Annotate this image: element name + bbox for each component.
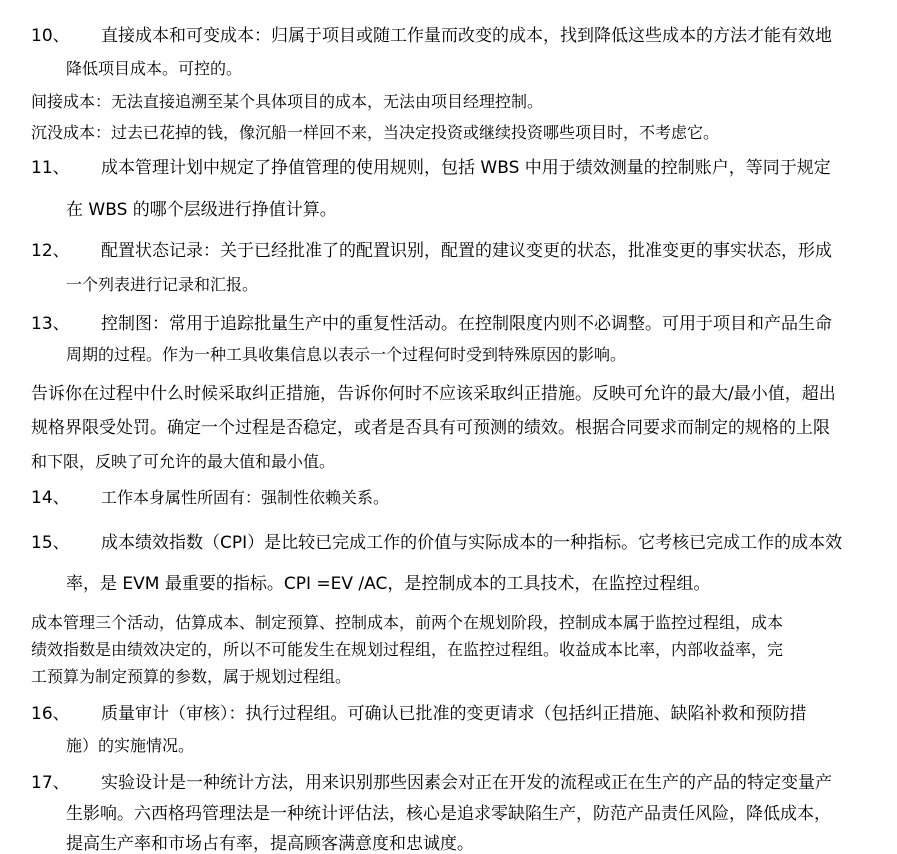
item-text-line: 一个列表进行记录和汇报。	[66, 275, 259, 294]
item-number: 14、	[31, 488, 70, 508]
note-line: 规格界限受处罚。确定一个过程是否稳定，或者是否具有可预测的绩效。根据合同要求而制定的规格的上限	[31, 418, 830, 438]
item-text-line: 控制图：常用于追踪批量生产中的重复性活动。在控制限度内则不必调整。可用于项目和产品生命	[101, 314, 832, 334]
item-text-line: 生影响。六西格玛管理法是一种统计评估法，核心是追求零缺陷生产，防范产品责任风险，降低成本，	[66, 804, 831, 824]
item-number: 10、	[31, 26, 70, 46]
item-text-line: 成本绩效指数（CPI）是比较已完成工作的价值与实际成本的一种指标。它考核已完成工作的成本效	[101, 533, 843, 553]
note-line: 绩效指数是由绩效决定的，所以不可能发生在规划过程组，在监控过程组。收益成本比率，内部收益率，完	[31, 640, 784, 659]
note-line: 工预算为制定预算的参数，属于规划过程组。	[31, 667, 352, 686]
item-number: 15、	[31, 533, 70, 553]
item-text-line: 周期的过程。作为一种工具收集信息以表示一个过程何时受到特殊原因的影响。	[66, 345, 627, 364]
note-line: 沉没成本：过去已花掉的钱，像沉船一样回不来，当决定投资或继续投资哪些项目时，不考虑它。	[31, 123, 720, 142]
note-line: 和下限，反映了可允许的最大值和最小值。	[31, 452, 336, 471]
item-text-line: 配置状态记录：关于已经批准了的配置识别，配置的建议变更的状态，批准变更的事实状态，形成	[101, 241, 832, 261]
item-number: 13、	[31, 314, 70, 334]
item-number: 12、	[31, 241, 70, 261]
note-line: 告诉你在过程中什么时候采取纠正措施，告诉你何时不应该采取纠正措施。反映可允许的最大/最小值，超出	[31, 384, 836, 404]
note-line: 成本管理三个活动，估算成本、制定预算、控制成本，前两个在规划阶段，控制成本属于监控过程组，成本	[31, 613, 784, 632]
item-text-line: 率，是 EVM 最重要的指标。CPI =EV /AC，是控制成本的工具技术，在监控过程组。	[66, 574, 711, 594]
item-number: 17、	[31, 773, 70, 793]
item-text-line: 提高生产率和市场占有率，提高顾客满意度和忠诚度。	[66, 834, 474, 854]
item-text-line: 质量审计（审核）：执行过程组。可确认已批准的变更请求（包括纠正措施、缺陷补救和预防措	[101, 704, 807, 724]
note-line: 间接成本：无法直接追溯至某个具体项目的成本，无法由项目经理控制。	[31, 92, 544, 111]
item-text-line: 降低项目成本。可控的。	[66, 59, 243, 78]
item-text-line: 施）的实施情况。	[66, 736, 195, 755]
item-number: 11、	[31, 158, 70, 178]
item-text-line: 工作本身属性所固有：强制性依赖关系。	[101, 488, 390, 507]
item-text-line: 在 WBS 的哪个层级进行挣值计算。	[66, 200, 337, 220]
item-text-line: 成本管理计划中规定了挣值管理的使用规则，包括 WBS 中用于绩效测量的控制账户，等同于规定	[101, 158, 831, 178]
item-number: 16、	[31, 704, 70, 724]
item-text-line: 直接成本和可变成本：归属于项目或随工作量而改变的成本，找到降低这些成本的方法才能有效地	[101, 26, 832, 46]
item-text-line: 实验设计是一种统计方法，用来识别那些因素会对正在开发的流程或正在生产的产品的特定变量产	[101, 773, 832, 793]
